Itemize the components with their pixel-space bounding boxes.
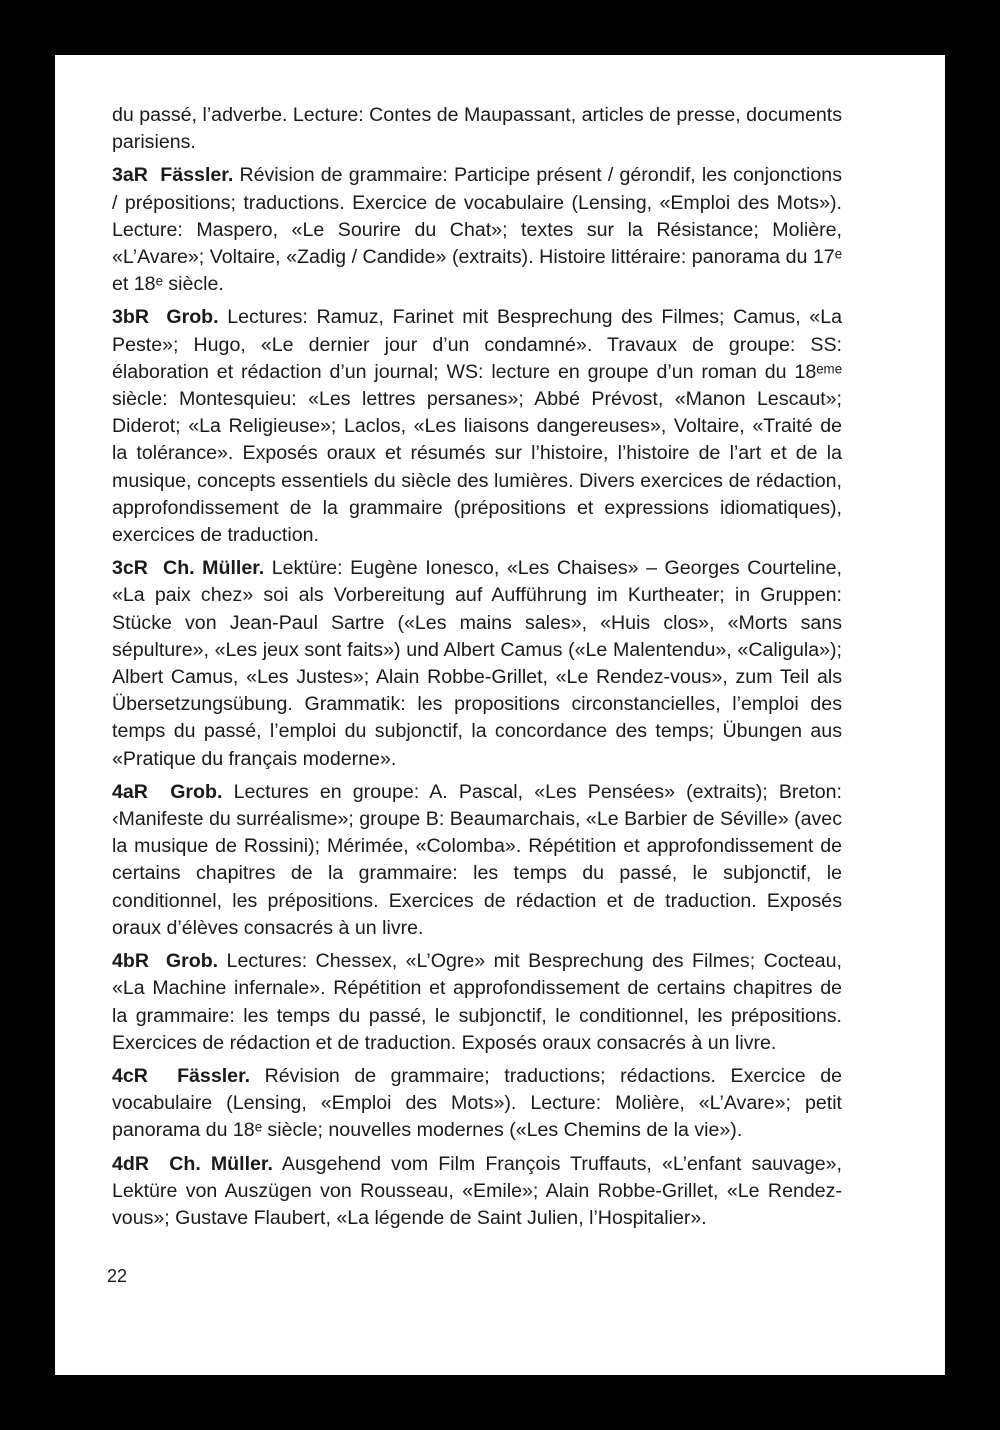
paragraph-text: Révision de grammaire; traductions; rédactions. Exercice de vocabulaire (Lensing, «Emploi des Mots»). Lecture: Molière, «L’Avare»; petit panorama du 18ᵉ siècle; nouvelles modernes («Les Chemins de la vie»).: [112, 1064, 842, 1142]
class-code: 4bR: [112, 950, 150, 973]
page-number: 22: [107, 1266, 128, 1286]
class-code: 3cR: [112, 557, 148, 580]
teacher-name: Fässler.: [160, 164, 234, 187]
paragraph-text: Lectures: Chessex, «L’Ogre» mit Besprechung des Filmes; Cocteau, «La Machine infernale». Répétition et approfondissement de certains chapitres de la grammaire: les temps du passé, le subjonctif, le conditionnel, les prépositions. Exercices de rédaction et de traduction. Exposés oraux consacrés à un livre.: [112, 950, 842, 1054]
class-code: 4dR: [112, 1152, 150, 1175]
paragraph-text: Révision de grammaire: Participe présent / gérondif, les conjonctions / prépositions; traductions. Exercice de vocabulaire (Lensing, «Emploi des Mots»). Lecture: Maspero, «Le Sourire du Chat»; textes sur la Résistance; Molière, «L’Avare»; Voltaire, «Zadig / Candide» (extraits). Histoire littéraire: panorama du 17ᵉ et 18ᵉ siècle.: [112, 164, 842, 296]
teacher-name: Grob.: [170, 780, 223, 803]
teacher-name: Fässler.: [177, 1064, 251, 1087]
paragraph-text: Lectures en groupe: A. Pascal, «Les Pensées» (extraits); Breton: ‹Manifeste du surréalisme»; groupe B: Beaumarchais, «Le Barbier de Séville» (avec la musique de Rossini); Mérimée, «Colomba». Répétition et approfondissement de certains chapitres de la grammaire: les temps du passé, le subjonctif, le conditionnel, les prépositions. Exercices de rédaction et de traduction. Exposés oraux d’élèves consacrés à un livre.: [112, 780, 843, 939]
paragraph-text: Ausgehend vom Film François Truffauts, «L’enfant sauvage», Lektüre von Auszügen von Rousseau, «Emile»; Alain Robbe-Grillet, «Le Rendez-vous»; Gustave Flaubert, «La légende de Saint Julien, l’Hospitalier».: [112, 1152, 842, 1229]
class-code: 4aR: [112, 780, 148, 803]
teacher-name: Grob.: [166, 306, 219, 329]
paragraph-continuation: [112, 102, 842, 156]
document-body: [112, 102, 842, 1238]
paragraph-4dR: [112, 1151, 842, 1233]
class-code: 4cR: [112, 1064, 148, 1087]
paragraph-4bR: [112, 948, 842, 1057]
paragraph-text: du passé, l’adverbe. Lecture: Contes de Maupassant, articles de presse, documents parisiens.: [112, 104, 842, 154]
teacher-name: Grob.: [165, 950, 219, 973]
paragraph-4cR: [112, 1063, 842, 1145]
paragraph-3cR: [112, 555, 842, 773]
class-code: 3aR: [112, 164, 148, 187]
paragraph-3bR: [112, 304, 842, 549]
paragraph-3aR: [112, 162, 842, 298]
class-code: 3bR: [112, 306, 150, 329]
paragraph-4aR: [112, 779, 842, 942]
teacher-name: Ch. Müller.: [169, 1152, 273, 1175]
paragraph-text: Lektüre: Eugène Ionesco, «Les Chaises» – Georges Courteline, «La paix chez» soi als Vorbereitung auf Aufführung im Kurtheater; in Gruppen: Stücke von Jean-Paul Sartre («Les mains sales», «Huis clos», «Morts sans sépulture», «Les jeux sont faits») und Albert Camus («Le Malentendu», «Caligula»); Albert Camus, «Les Justes»; Alain Robbe-Grillet, «Le Rendez-vous», zum Teil als Übersetzungsübung. Grammatik: les propositions circonstancielles, l’emploi des temps du passé, l’emploi du subjonctif, la concordance des temps; Übungen aus «Pratique du français moderne».: [112, 557, 842, 770]
teacher-name: Ch. Müller.: [163, 557, 265, 580]
paragraph-text: Lectures: Ramuz, Farinet mit Besprechung des Filmes; Camus, «La Peste»; Hugo, «Le dernier jour d’un condamné». Travaux de groupe: SS: élaboration et rédaction d’un journal; WS: lecture en groupe d’un roman du 18ᵉᵐᵉ siècle: Montesquieu: «Les lettres persanes»; Abbé Prévost, «Manon Lescaut»; Diderot; «La Religieuse»; Laclos, «Les liaisons dangereuses», Voltaire, «Traité de la tolérance». Exposés oraux et résumés sur l’histoire, l’histoire de l’art et de la musique, concepts essentiels du siècle des lumières. Divers exercices de rédaction, approfondissement de la grammaire (prépositions et expressions idiomatiques), exercices de traduction.: [112, 306, 842, 547]
